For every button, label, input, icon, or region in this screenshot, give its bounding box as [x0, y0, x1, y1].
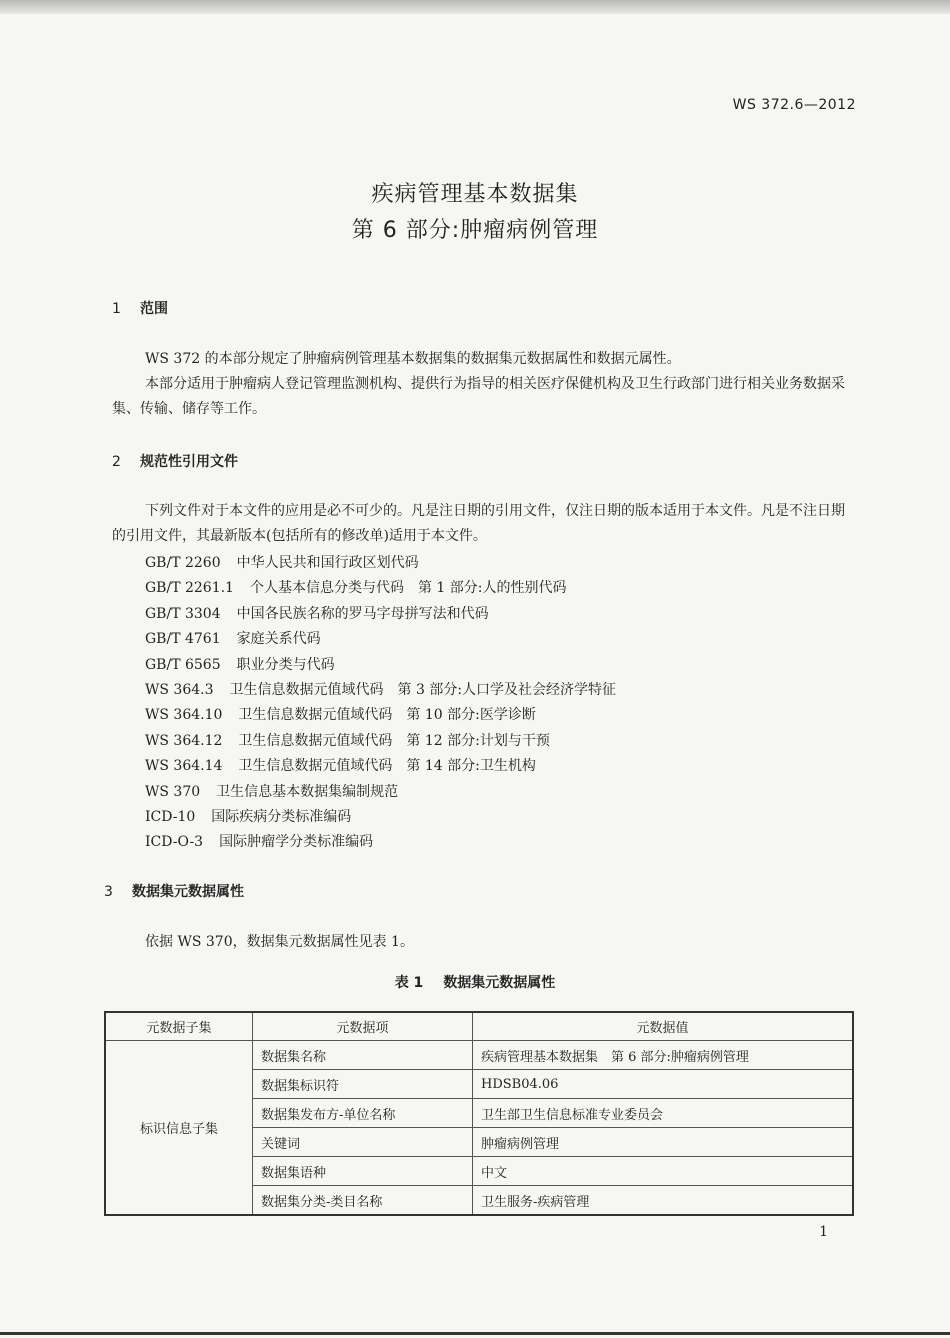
table-value-cell: 卫生部卫生信息标准专业委员会 [473, 1099, 854, 1128]
table-value-cell: 疾病管理基本数据集 第 6 部分:肿瘤病例管理 [473, 1041, 854, 1070]
section-title: 数据集元数据属性 [132, 884, 244, 900]
scan-bottom-edge [0, 1332, 950, 1335]
section-number: 3 [104, 884, 113, 900]
reference-code: ICD-O-3 [145, 834, 204, 851]
reference-code: WS 364.12 [145, 732, 223, 749]
table-item-cell: 关键词 [253, 1128, 473, 1157]
reference-code: WS 370 [145, 783, 201, 800]
table-item-cell: 数据集语种 [253, 1157, 473, 1186]
reference-item [145, 754, 616, 779]
section-number: 2 [112, 454, 121, 470]
metadata-table [104, 1011, 854, 1216]
section-number: 1 [112, 301, 121, 317]
reference-title: 个人基本信息分类与代码 第 1 部分:人的性别代码 [249, 580, 567, 597]
reference-item [145, 729, 616, 754]
reference-code: WS 364.14 [145, 758, 223, 775]
reference-item [145, 678, 616, 703]
header-value: 元数据值 [473, 1012, 854, 1041]
reference-code: WS 364.3 [145, 682, 214, 699]
reference-item [145, 780, 616, 805]
table-row [105, 1041, 853, 1070]
page-number: 1 [819, 1224, 828, 1240]
reference-title: 国际肿瘤学分类标准编码 [219, 834, 374, 851]
reference-title: 中国各民族名称的罗马字母拼写法和代码 [236, 605, 489, 622]
reference-title: 国际疾病分类标准编码 [211, 809, 352, 826]
reference-title: 卫生信息基本数据集编制规范 [216, 783, 399, 800]
table-group-cell: 标识信息子集 [105, 1041, 253, 1216]
section-heading-scope [112, 298, 168, 318]
reference-title: 职业分类与代码 [236, 656, 335, 673]
reference-code: GB/T 2261.1 [145, 580, 234, 597]
reference-item [145, 830, 616, 855]
reference-title: 卫生信息数据元值域代码 第 14 部分:卫生机构 [238, 758, 536, 775]
standard-number: WS 372.6—2012 [732, 97, 856, 113]
document-title: 疾病管理基本数据集 [371, 182, 579, 207]
table-value-cell: 肿瘤病例管理 [473, 1128, 854, 1157]
reference-item [145, 653, 616, 678]
reference-item [145, 805, 616, 830]
section3-text: 依据 WS 370，数据集元数据属性见表 1。 [145, 934, 414, 950]
table-item-cell: 数据集发布方-单位名称 [253, 1099, 473, 1128]
header-subset: 元数据子集 [105, 1012, 253, 1041]
scope-paragraph-1: WS 372 的本部分规定了肿瘤病例管理基本数据集的数据集元数据属性和数据元属性。 [145, 351, 681, 367]
table-value-cell: 中文 [473, 1157, 854, 1186]
reference-title: 中华人民共和国行政区划代码 [236, 555, 419, 571]
references-intro: 下列文件对于本文件的应用是必不可少的。凡是注日期的引用文件，仅注日期的版本适用于本文件。凡是不注日期的引用文件，其最新版本(包括所有的修改单)适用于本文件。 [112, 503, 845, 544]
reference-title: 卫生信息数据元值域代码 第 10 部分:医学诊断 [238, 707, 536, 724]
reference-code: GB/T 2260 [145, 555, 221, 571]
table-value-cell: HDSB04.06 [473, 1070, 854, 1099]
reference-code: GB/T 3304 [145, 605, 221, 622]
scan-top-edge [0, 0, 950, 14]
table-caption-title: 数据集元数据属性 [443, 975, 556, 991]
reference-title: 卫生信息数据元值域代码 第 3 部分:人口学及社会经济学特征 [229, 682, 617, 699]
table-item-cell: 数据集标识符 [253, 1070, 473, 1099]
reference-title: 家庭关系代码 [236, 631, 321, 648]
table-item-cell: 数据集分类-类目名称 [253, 1186, 473, 1216]
reference-item [145, 627, 616, 652]
table-caption [0, 972, 950, 992]
section-title: 规范性引用文件 [140, 454, 238, 470]
reference-code: GB/T 4761 [145, 631, 221, 648]
reference-title: 卫生信息数据元值域代码 第 12 部分:计划与干预 [238, 732, 550, 749]
reference-item [145, 703, 616, 728]
table-value-cell: 卫生服务-疾病管理 [473, 1186, 854, 1216]
reference-code: ICD-10 [145, 809, 196, 826]
section-heading-metadata [104, 881, 244, 901]
section-heading-references [112, 451, 238, 471]
table-header-row [105, 1012, 853, 1041]
reference-item [145, 551, 616, 576]
header-item: 元数据项 [253, 1012, 473, 1041]
reference-item [145, 602, 616, 627]
table-item-cell: 数据集名称 [253, 1041, 473, 1070]
section-title: 范围 [140, 301, 168, 317]
reference-code: GB/T 6565 [145, 656, 221, 673]
reference-code: WS 364.10 [145, 707, 223, 724]
scope-paragraph-2: 本部分适用于肿瘤病人登记管理监测机构、提供行为指导的相关医疗保健机构及卫生行政部门进行相关业务数据采集、传输、储存等工作。 [112, 376, 845, 417]
table-caption-label: 表 1 [394, 975, 424, 991]
reference-item [145, 576, 616, 601]
reference-list [145, 551, 616, 856]
document-subtitle: 第 6 部分:肿瘤病例管理 [351, 218, 599, 243]
